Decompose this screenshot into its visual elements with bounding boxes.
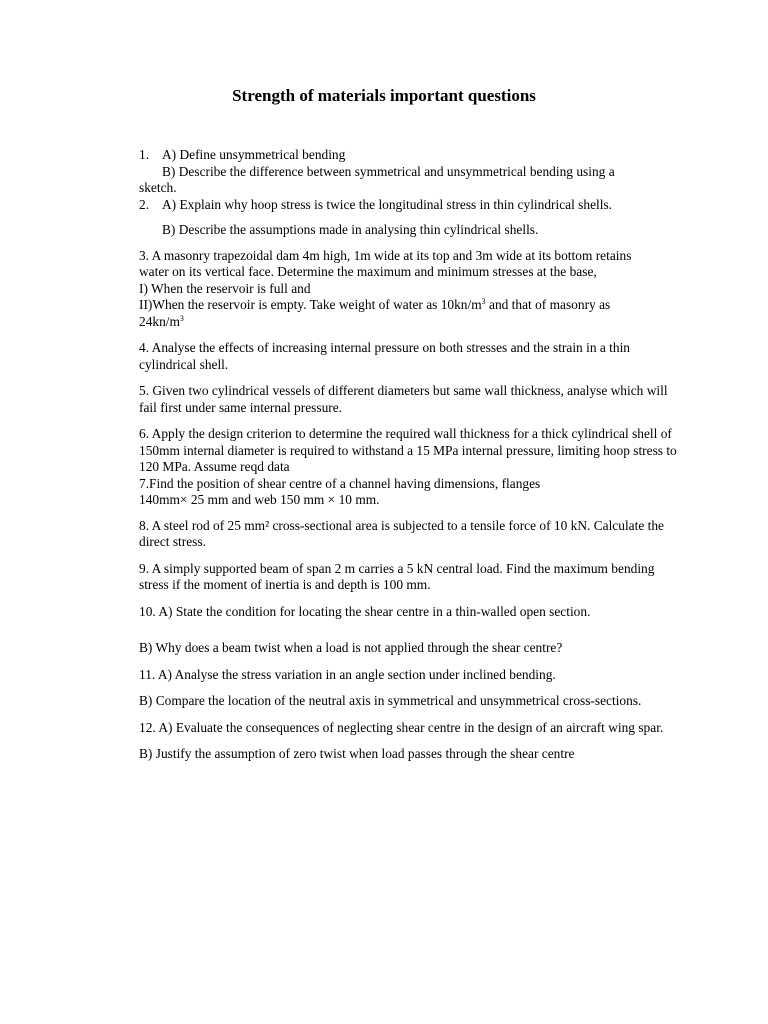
question-10a: 10. A) State the condition for locating the shear centre in a thin-walled open section. xyxy=(139,603,591,619)
question-3-line-1: 3. A masonry trapezoidal dam 4m high, 1m wide at its top and 3m wide at its bottom retains xyxy=(139,247,632,263)
question-1b: B) Describe the difference between symmetrical and unsymmetrical bending using a xyxy=(162,163,615,179)
page-title: Strength of materials important questions xyxy=(232,86,536,105)
question-12a: 12. A) Evaluate the consequences of neglecting shear centre in the design of an aircraft wing spar. xyxy=(139,719,664,735)
question-8: 8. A steel rod of 25 mm² cross-sectional area is subjected to a tensile force of 10 kN. Calculate the direct stress. xyxy=(139,517,664,549)
question-1a-text: A) Define unsymmetrical bending xyxy=(162,147,346,162)
question-11a: 11. A) Analyse the stress variation in an angle section under inclined bending. xyxy=(139,666,556,682)
question-7-line-2: 140mm× 25 mm and web 150 mm × 10 mm. xyxy=(139,492,380,507)
question-3-line-3: I) When the reservoir is full and xyxy=(139,280,311,296)
question-1a xyxy=(139,147,679,164)
question-6: 6. Apply the design criterion to determine the required wall thickness for a thick cylindrical shell of 150mm internal diameter is required to withstand a 15 MPa internal pressure, limiting hoop stress to 120 MPa. Assume reqd data xyxy=(139,426,677,474)
question-3-line-5 xyxy=(139,314,679,331)
question-9: 9. A simply supported beam of span 2 m carries a 5 kN central load. Find the maximum bending stress if the moment of inertia is and depth is 100 mm. xyxy=(139,560,655,592)
question-12b: B) Justify the assumption of zero twist when load passes through the shear centre xyxy=(139,746,575,761)
question-10b: B) Why does a beam twist when a load is not applied through the shear centre? xyxy=(139,640,563,655)
question-4: 4. Analyse the effects of increasing internal pressure on both stresses and the strain in a thin cylindrical shell. xyxy=(139,340,630,372)
question-7-line-1: 7.Find the position of shear centre of a channel having dimensions, flanges xyxy=(139,475,541,491)
question-2a xyxy=(139,197,679,214)
question-1b-continuation: sketch. xyxy=(139,180,177,195)
question-3-line-2: water on its vertical face. Determine the maximum and minimum stresses at the base, xyxy=(139,264,597,279)
question-2b: B) Describe the assumptions made in analysing thin cylindrical shells. xyxy=(162,222,539,237)
question-3-line-4 xyxy=(139,297,679,314)
question-2-number: 2. xyxy=(139,196,150,212)
question-3-line-5-text: 24kn/m xyxy=(139,313,180,329)
question-1-number: 1. xyxy=(139,147,150,162)
question-5: 5. Given two cylindrical vessels of different diameters but same wall thickness, analyse which will fail first under same internal pressure. xyxy=(139,383,668,415)
question-11b: B) Compare the location of the neutral axis in symmetrical and unsymmetrical cross-sections. xyxy=(139,693,642,708)
superscript-3-masonry: 3 xyxy=(179,313,184,323)
question-3-line-4b: and that of masonry as xyxy=(485,297,611,312)
question-2a-text: A) Explain why hoop stress is twice the longitudinal stress in thin cylindrical shells. xyxy=(162,196,613,212)
question-3 xyxy=(139,248,679,331)
question-list xyxy=(139,147,679,763)
superscript-3-water: 3 xyxy=(481,297,486,306)
question-3-line-4a: II)When the reservoir is empty. Take weight of water as 10kn/m xyxy=(139,297,482,312)
